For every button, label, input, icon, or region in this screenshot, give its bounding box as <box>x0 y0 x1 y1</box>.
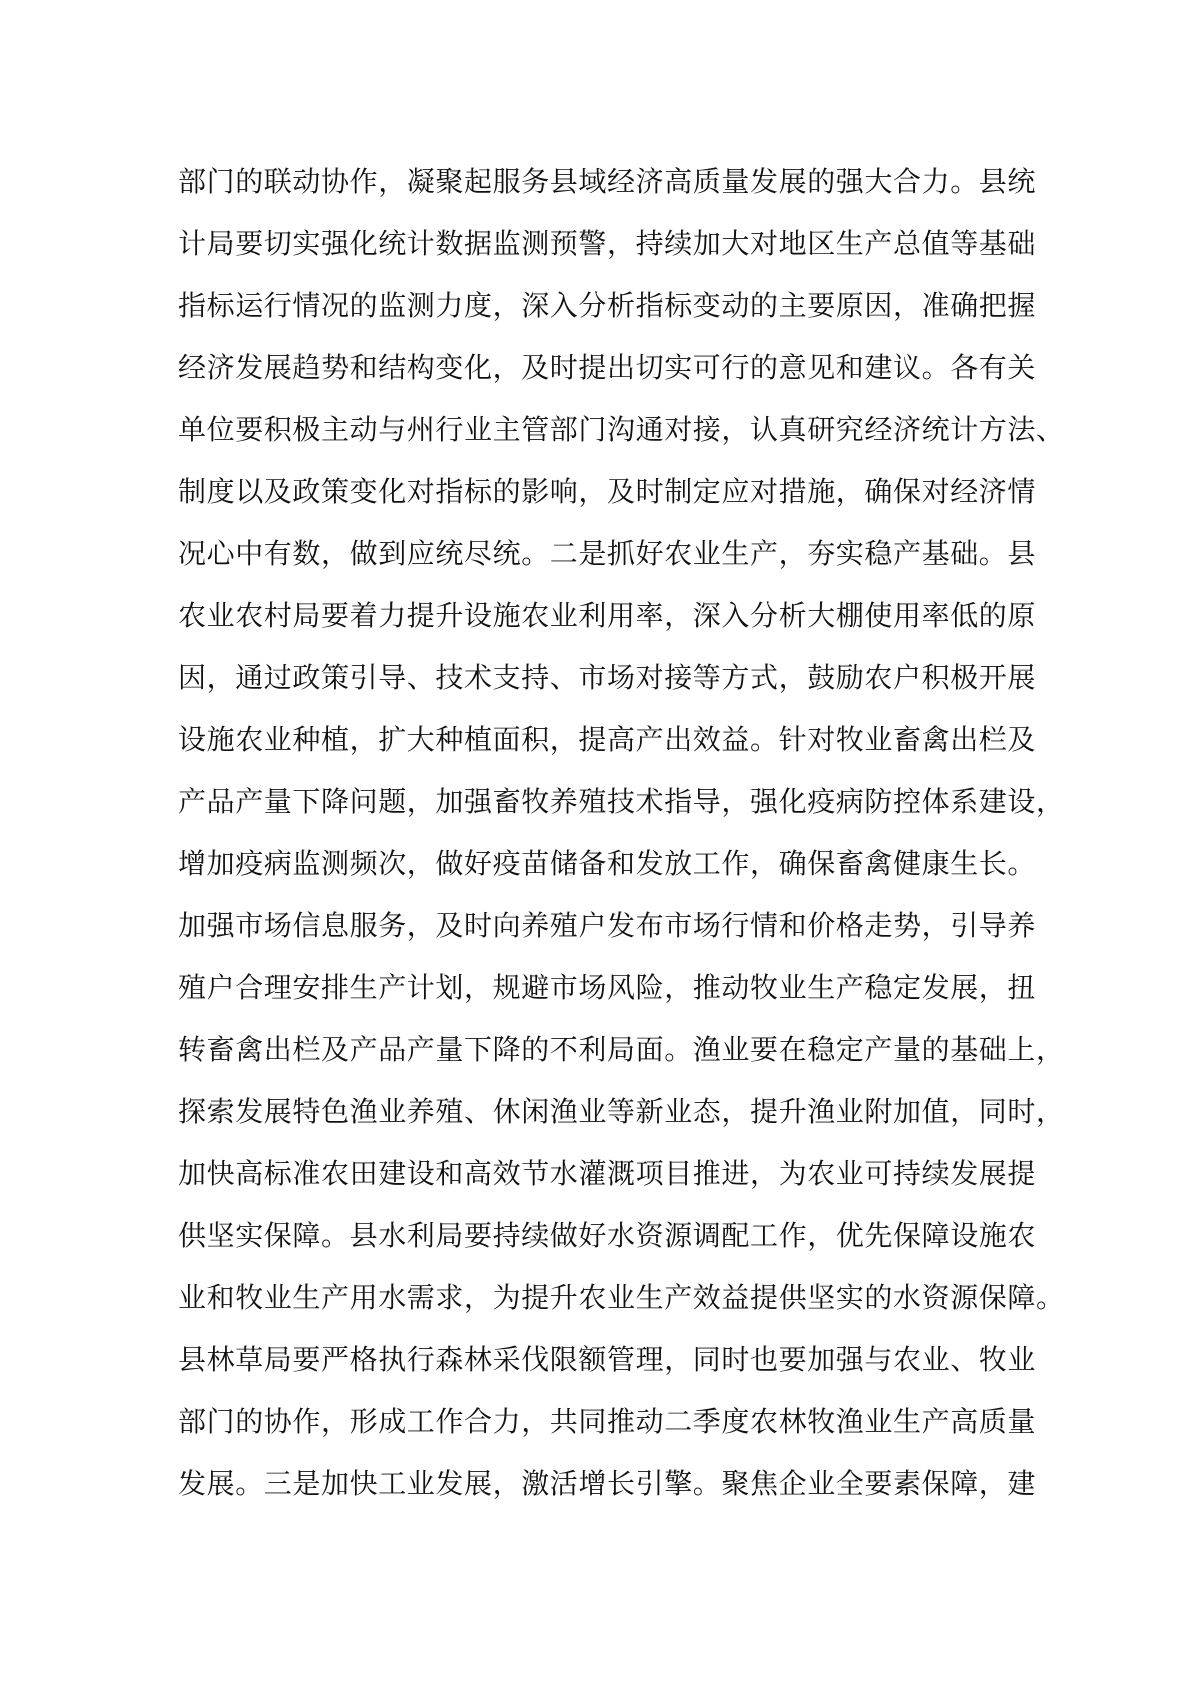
text-line: 探索发展特色渔业养殖、休闲渔业等新业态，提升渔业附加值，同时， <box>178 1095 1065 1128</box>
text-line: 经济发展趋势和结构变化，及时提出切实可行的意见和建议。各有关 <box>178 351 1037 384</box>
text-line: 县林草局要严格执行森林采伐限额管理，同时也要加强与农业、牧业 <box>178 1343 1037 1376</box>
body-text <box>178 151 1065 1515</box>
text-line: 计局要切实强化统计数据监测预警，持续加大对地区生产总值等基础 <box>178 227 1037 260</box>
text-line: 转畜禽出栏及产品产量下降的不利局面。渔业要在稳定产量的基础上， <box>178 1033 1065 1066</box>
text-line: 增加疫病监测频次，做好疫苗储备和发放工作，确保畜禽健康生长。 <box>178 847 1037 880</box>
text-line: 加强市场信息服务，及时向养殖户发布市场行情和价格走势，引导养 <box>178 909 1037 942</box>
text-line: 加快高标准农田建设和高效节水灌溉项目推进，为农业可持续发展提 <box>178 1157 1037 1190</box>
text-line: 殖户合理安排生产计划，规避市场风险，推动牧业生产稳定发展，扭 <box>178 971 1037 1004</box>
text-line: 制度以及政策变化对指标的影响，及时制定应对措施，确保对经济情 <box>178 475 1037 508</box>
text-line: 设施农业种植，扩大种植面积，提高产出效益。针对牧业畜禽出栏及 <box>178 723 1037 756</box>
text-line: 因，通过政策引导、技术支持、市场对接等方式，鼓励农户积极开展 <box>178 661 1037 694</box>
text-line: 供坚实保障。县水利局要持续做好水资源调配工作，优先保障设施农 <box>178 1219 1037 1252</box>
text-line: 农业农村局要着力提升设施农业利用率，深入分析大棚使用率低的原 <box>178 599 1037 632</box>
text-line: 况心中有数，做到应统尽统。二是抓好农业生产，夯实稳产基础。县 <box>178 537 1037 570</box>
text-line: 产品产量下降问题，加强畜牧养殖技术指导，强化疫病防控体系建设， <box>178 785 1065 818</box>
text-line: 发展。三是加快工业发展，激活增长引擎。聚焦企业全要素保障，建 <box>178 1467 1037 1500</box>
text-line: 业和牧业生产用水需求，为提升农业生产效益提供坚实的水资源保障。 <box>178 1281 1065 1314</box>
text-line: 部门的协作，形成工作合力，共同推动二季度农林牧渔业生产高质量 <box>178 1405 1037 1438</box>
text-line: 部门的联动协作，凝聚起服务县域经济高质量发展的强大合力。县统 <box>178 165 1037 198</box>
text-line: 指标运行情况的监测力度，深入分析指标变动的主要原因，准确把握 <box>178 289 1037 322</box>
text-line: 单位要积极主动与州行业主管部门沟通对接，认真研究经济统计方法、 <box>178 413 1065 446</box>
